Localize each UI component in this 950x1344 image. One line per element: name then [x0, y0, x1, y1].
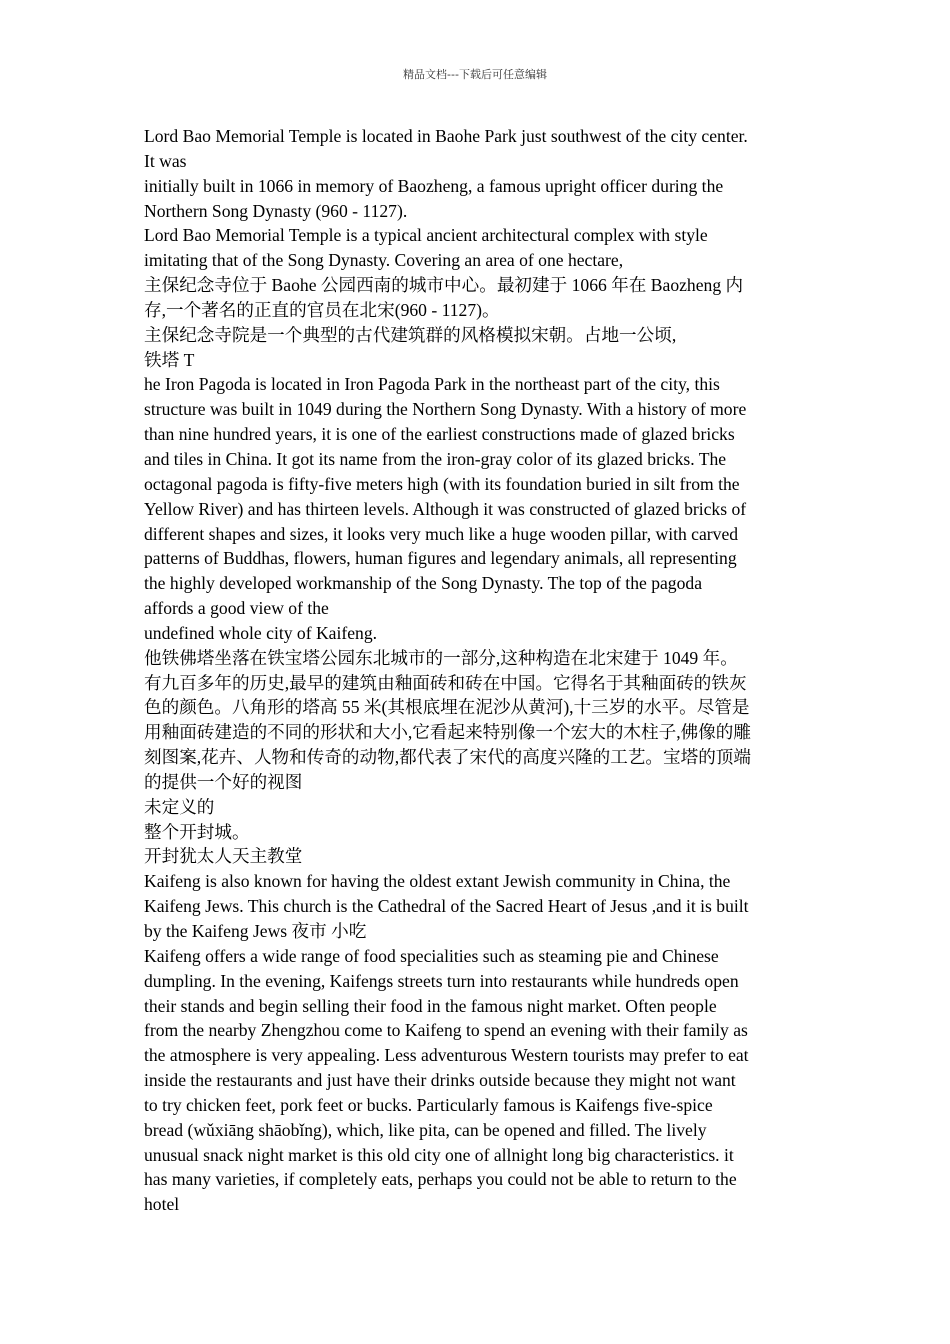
text-line: imitating that of the Song Dynasty. Covering an area of one hectare, — [144, 250, 624, 271]
text-line: 有九百多年的历史,最早的建筑由釉面砖和砖在中国。它得名于其釉面砖的铁灰 — [144, 672, 747, 693]
text-line: he Iron Pagoda is located in Iron Pagoda Park in the northeast part of the city, this — [144, 374, 720, 395]
text-line: initially built in 1066 in memory of Baozheng, a famous upright officer during the — [144, 175, 724, 196]
text-line: 存,一个著名的正直的官员在北宋(960 - 1127)。 — [144, 299, 500, 320]
text-line: octagonal pagoda is fifty-five meters high (with its foundation buried in silt from the — [144, 473, 740, 494]
text-line: and tiles in China. It got its name from the iron-gray color of its glazed bricks. The — [144, 448, 727, 469]
page-header: 精品文档---下载后可任意编辑 — [403, 68, 547, 81]
text-line: the highly developed workmanship of the Song Dynasty. The top of the pagoda — [144, 573, 703, 594]
text-line: unusual snack night market is this old city one of allnight long big characteristics. it — [144, 1144, 734, 1165]
text-line: Kaifeng offers a wide range of food specialities such as steaming pie and Chinese — [144, 945, 719, 966]
text-line: 他铁佛塔坐落在铁宝塔公园东北城市的一部分,这种构造在北宋建于 1049 年。 — [144, 647, 738, 668]
text-line: structure was built in 1049 during the Northern Song Dynasty. With a history of more — [144, 399, 747, 420]
text-line: Kaifeng is also known for having the oldest extant Jewish community in China, the — [144, 871, 731, 892]
text-line: It was — [144, 150, 187, 171]
text-line: 主保纪念寺院是一个典型的古代建筑群的风格模拟宋朝。占地一公顷, — [144, 324, 677, 345]
text-line: 用釉面砖建造的不同的形状和大小,它看起来特别像一个宏大的木柱子,佛像的雕 — [144, 722, 751, 743]
text-line: different shapes and sizes, it looks very much like a huge wooden pillar, with carved — [144, 523, 739, 544]
text-line: Lord Bao Memorial Temple is located in Baohe Park just southwest of the city center. — [144, 126, 748, 146]
text-line: bread (wǔxiāng shāobǐng), which, like pita, can be opened and filled. The lively — [144, 1119, 707, 1140]
text-line: from the nearby Zhengzhou come to Kaifeng to spend an evening with their family as — [144, 1020, 748, 1041]
text-line: inside the restaurants and just have their drinks outside because they might not want — [144, 1070, 736, 1091]
text-line: Kaifeng Jews. This church is the Cathedral of the Sacred Heart of Jesus ,and it is built — [144, 896, 749, 917]
text-line: by the Kaifeng Jews 夜市 小吃 — [144, 921, 367, 941]
text-line: patterns of Buddhas, flowers, human figures and legendary animals, all representing — [144, 548, 737, 569]
text-line: their stands and begin selling their food in the famous night market. Often people — [144, 995, 717, 1016]
section-heading-iron-pagoda: 铁塔 T — [144, 349, 195, 370]
document-body — [144, 124, 809, 1217]
text-line: to try chicken feet, pork feet or bucks. Particularly famous is Kaifengs five-spice — [144, 1094, 713, 1115]
text-line: Lord Bao Memorial Temple is a typical ancient architectural complex with style — [144, 225, 708, 246]
text-line: 刻图案,花卉、人物和传奇的动物,都代表了宋代的高度兴隆的工艺。宝塔的顶端 — [144, 747, 751, 768]
text-line: affords a good view of the — [144, 598, 329, 619]
text-line: 整个开封城。 — [144, 821, 250, 842]
text-line: undefined whole city of Kaifeng. — [144, 622, 378, 643]
text-line: 未定义的 — [144, 796, 215, 817]
text-line: 色的颜色。八角形的塔高 55 米(其根底埋在泥沙从黄河),十三岁的水平。尽管是 — [144, 697, 750, 718]
text-line: dumpling. In the evening, Kaifengs streets turn into restaurants while hundreds open — [144, 970, 739, 991]
text-line: Northern Song Dynasty (960 - 1127). — [144, 200, 408, 221]
text-line: the atmosphere is very appealing. Less adventurous Western tourists may prefer to eat — [144, 1045, 749, 1066]
section-heading-jewish-church: 开封犹太人天主教堂 — [144, 846, 303, 867]
text-line: 的提供一个好的视图 — [144, 771, 303, 792]
text-line: hotel — [144, 1194, 180, 1215]
text-line: than nine hundred years, it is one of the earliest constructions made of glazed bricks — [144, 424, 735, 445]
text-line: has many varieties, if completely eats, perhaps you could not be able to return to the — [144, 1169, 737, 1190]
text-line: Yellow River) and has thirteen levels. Although it was constructed of glazed bricks of — [144, 498, 747, 519]
text-line: 主保纪念寺位于 Baohe 公园西南的城市中心。最初建于 1066 年在 Baozheng 内 — [144, 275, 744, 296]
